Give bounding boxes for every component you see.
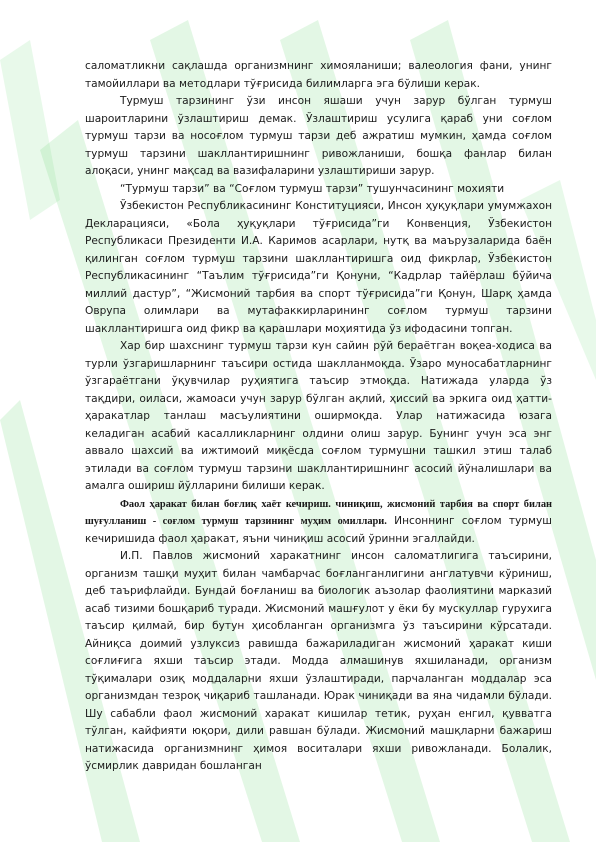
paragraph-text: “Турмуш тарзи” ва “Соғлом турмуш тарзи” тушунчасининг мохияти — [120, 182, 505, 195]
paragraph-bold-lead: Фаол ҳаракат билан боғлиқ хаёт кечириш. чиниқиш, жисмоний тарбия ва спорт билан шуғулланиш - соғлом турмуш тарзининг муҳим омиллари. — [85, 498, 552, 527]
paragraph-text: И.П. Павлов жисмоний харакатнинг инсон саломатлигига таъсирини, организм ташқи муҳит билан чамбарчас боғланганлигини англатувчи кўриниш, деб таърифлайди. Бундай боғланиш ва биологик аъзолар фаолиятини марказий асаб тизими бошқариб туради. Жисмоний машғулот у ёки бу мускуллар гурухига таъсир қилмай, бир бутун ҳисобланган организмга ўз таъсирини кўрсатади. Айниқса доимий узлуксиз равишда бажариладиган жисмоний ҳаракат киши соғлиғига яхши таъсир этади. Модда алмашинув яхшиланади, организм тўқималари озиқ моддаларни яхши ўзлаштиради, парчаланган моддалар эса организмдан тезроқ чиқариб ташланади. Юрак чиниқади ва яна чидамли бўлади. Шу сабабли фаол жисмоний харакат кишилар тетик, руҳан енгил, қувватга тўлган, кайфияти юқори, дили равшан бўлади. Жисмоний машқларни бажариш натижасида организмнинг ҳимоя воситалари яхши ривожланади. Болалик, ўсмирлик давридан бошланган — [85, 550, 552, 772]
paragraph — [85, 58, 552, 93]
paragraph — [85, 548, 552, 776]
paragraph-text: саломатликни сақлашда организмнинг химояланиши; валеология фани, унинг тамойиллари ва методлари тўғрисида билимларга эга бўлиши керак. — [85, 60, 552, 90]
paragraph — [85, 496, 552, 549]
paragraph — [85, 181, 552, 199]
paragraph — [85, 93, 552, 181]
document-text — [85, 58, 552, 776]
paragraph — [85, 198, 552, 338]
paragraph-text: Ўзбекистон Республикасининг Конституцияси, Инсон ҳуқуқлари умумжахон Декларацияси, «Бола ҳуқуқлари тўғрисида”ги Конвенция, Ўзбекистон Республикаси Президенти И.А. Каримов асарлари, нутқ ва маърузаларида баён қилинган соғлом турмуш тарзини шакллантиришга оид фикрлар, Ўзбекистон Республикасининг “Таълим тўғрисида”ги Қонуни, “Кадрлар тайёрлаш бўйича миллий дастур”, “Жисмоний тарбия ва спорт тўғрисида”ги Қонун, Шарқ ҳамда Оврупа олимлари ва мутафаккирларининг соғлом турмуш тарзини шакллантиришга оид фикр ва қарашлари моҳиятида ўз ифодасини топган. — [85, 200, 552, 335]
paragraph-text: Турмуш тарзининг ўзи инсон яшаши учун зарур бўлган турмуш шароитларини ўзлаштириш демак. Ўзлаштириш усулига қараб уни соғлом турмуш тарзи ва носоғлом турмуш тарзи деб ажратиш мумкин, ҳамда соғлом турмуш тарзини шакллантиришнинг ривожланиши, бошқа фанлар билан алоқаси, унинг мақсад ва вазифаларини узлаштириши зарур. — [85, 95, 552, 177]
paragraph-text: Инсоннинг соғлом турмуш кечиришида фаол ҳаракат, яъни чиниқиш асосий ўринни эгаллайди. — [85, 515, 552, 545]
paragraph-text: Хар бир шахснинг турмуш тарзи кун сайин рўй бераётган воқеа-ходиса ва турли ўзгаришларнинг таъсири остида шаклланмоқда. Ўзаро муносабатларнинг ўзгараётгани ўқувчилар руҳиятига таъсир этмоқда. Натижада уларда ўз тақдири, оиласи, жамоаси учун зарур бўлган ақлий, ҳиссий ва эркига оид ҳатти-ҳаракатлар танлаш масъулиятини оширмоқда. Улар натижасида юзага келадиган асабий касалликларнинг олдини олиш зарур. Бунинг учун эса энг аввало шахсий ва ижтимоий миқёсда соғлом турмушни ташкил этиш талаб этилади ва соғлом турмуш тарзини шакллантиришнинг асосий йўналишлари ва амалга ошириш йўлларини билиши керак. — [85, 340, 552, 492]
paragraph — [85, 338, 552, 496]
